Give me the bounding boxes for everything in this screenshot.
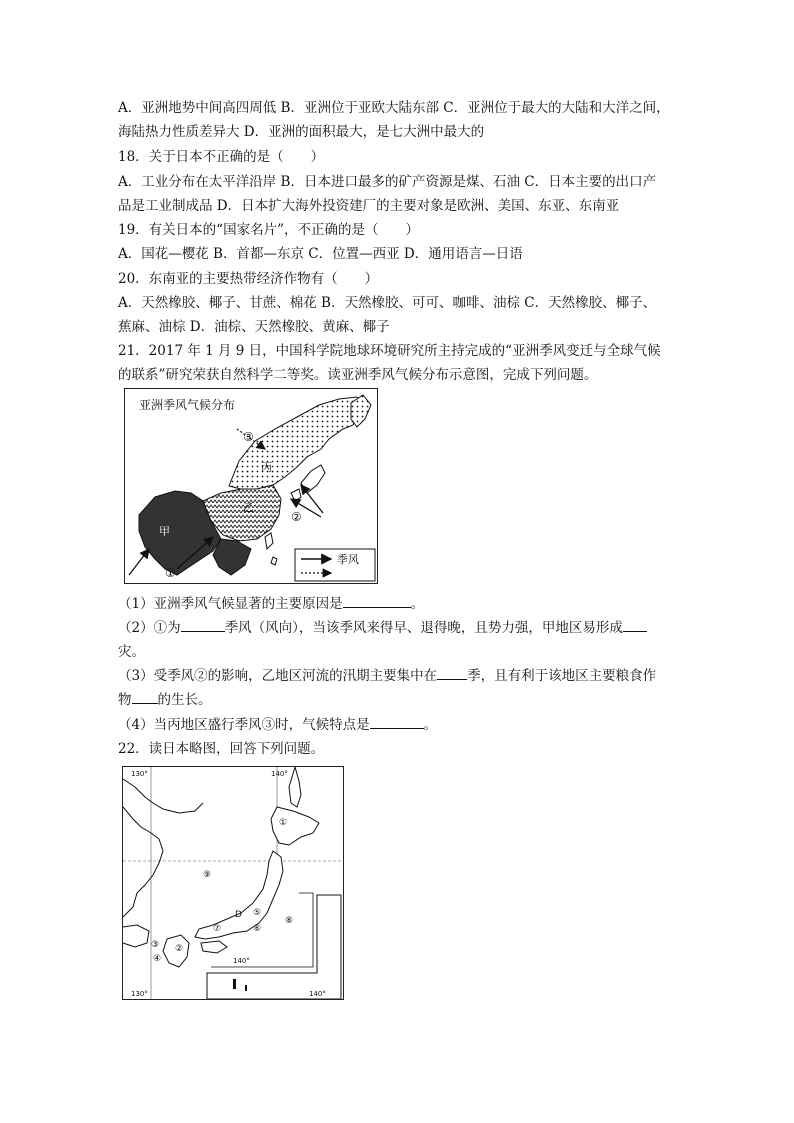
marker-4: ④ [153,954,162,964]
q17-options-line1: A．亚洲地势中间高四周低 B．亚洲位于亚欧大陆东部 C．亚洲位于最大的大陆和大洋之间， [118,100,670,116]
lon-bottom-140: 140° [309,990,326,998]
sakhalin [289,767,301,807]
q21-2-text-a: （2）①为 [118,620,181,636]
q21-stem-line1: 21．2017 年 1 月 9 日，中国科学院地球环境研究所主持完成的“亚洲季风变迁与全球气候 [118,343,661,359]
label-bing: 丙 [261,461,272,474]
q21-3-text-b: 季，且有利于该地区主要粮食作 [467,668,657,684]
monsoon-arrow-1b [129,549,149,575]
q21-3-text-a: （3）受季风②的影响，乙地区河流的汛期主要集中在 [118,668,438,684]
label-jia: 甲 [159,525,170,538]
q21-4-end: 。 [423,717,438,733]
label-3: ③ [243,430,254,444]
label-yi: 乙 [243,501,254,514]
q20-options-line1: A．天然橡胶、椰子、甘蔗、棉花 B．天然橡胶、可可、咖啡、油棕 C．天然橡胶、椰子、 [118,295,657,311]
map1-title: 亚洲季风气候分布 [139,398,236,412]
q21-2-blank-1[interactable] [181,619,225,632]
q18-stem: 18．关于日本不正确的是（ ） [118,149,325,165]
marker-2: ② [175,944,184,954]
marker-8: ⑧ [285,916,294,926]
q17-options-line2: 海陆热力性质差异大 D．亚洲的面积最大，是七大洲中最大的 [118,124,485,140]
marker-5: ⑤ [253,908,262,918]
label-1: ① [165,566,176,580]
ryukyu-2 [245,985,247,991]
q21-3-blank-1[interactable] [437,667,467,680]
lon-top-130: 130° [131,770,148,778]
q21-2-blank-2[interactable] [623,619,647,632]
q21-1-end: 。 [410,596,425,612]
q20-stem: 20．东南亚的主要热带经济作物有（ ） [118,271,379,287]
label-2: ② [291,510,302,524]
q21-4-blank[interactable] [370,716,424,729]
q19-stem: 19．有关日本的“国家名片”，不正确的是（ ） [118,222,419,238]
marker-7: ⑦ [213,924,222,934]
q21-4 [118,716,437,734]
shikoku [201,941,227,953]
q19-options: A．国花—樱花 B．首都—东京 C．位置—西亚 D．通用语言—日语 [118,246,523,262]
q21-stem-line2: 的联系”研究荣获自然科学二等奖。读亚洲季风气候分布示意图，完成下列问题。 [118,367,598,383]
q21-2 [118,619,647,637]
lon-top-140: 140° [271,770,288,778]
island-philippines [271,557,277,565]
island-taiwan [265,533,273,549]
q21-3-text-d: 的生长。 [157,692,212,708]
q21-2-cont: 灾。 [118,644,145,660]
legend-solid-label: 季风 [337,553,359,566]
q21-3-blank-2[interactable] [132,691,158,704]
q21-3-cont [118,691,212,709]
q21-1-blank[interactable] [343,595,411,608]
q21-2-text-b: 季风（风向），当该季风来得早、退得晚，且势力强，甲地区易形成 [224,620,623,636]
lon-bottom-130: 130° [131,990,148,998]
q18-options-line2: 品是工业制成品 D．日本扩大海外投资建厂的主要对象是欧洲、美国、东亚、东南亚 [118,198,620,214]
lon-mid-140: 140° [233,957,250,965]
marker-d: D [235,910,242,920]
q21-1 [118,595,424,613]
honshu [195,851,283,939]
ryukyu-1 [233,979,236,989]
q20-options-line2: 蕉麻、油棕 D．油棕、天然橡胶、黄麻、椰子 [118,319,390,335]
asia-monsoon-map [124,388,378,584]
region-indochina [213,539,251,575]
marker-6: ⑥ [253,924,262,934]
q22-stem: 22．读日本略图，回答下列问题。 [118,741,325,757]
japan-map [122,766,344,1000]
asia-coast [123,807,163,917]
map1-legend [295,549,375,581]
korea-coast [123,925,149,947]
marker-9: ⑨ [203,870,212,880]
asia-coast-north [123,779,203,813]
q21-3 [118,667,656,685]
q21-1-text: （1）亚洲季风气候显著的主要原因是 [118,596,343,612]
marker-3: ③ [151,940,160,950]
marker-1: ① [279,818,288,828]
q21-3-text-c: 物 [118,692,132,708]
q18-options-line1: A．工业分布在太平洋沿岸 B．日本进口最多的矿产资源是煤、石油 C．日本主要的出口产 [118,174,657,190]
q21-4-text-a: （4）当丙地区盛行季风③时，气候特点是 [118,717,370,733]
